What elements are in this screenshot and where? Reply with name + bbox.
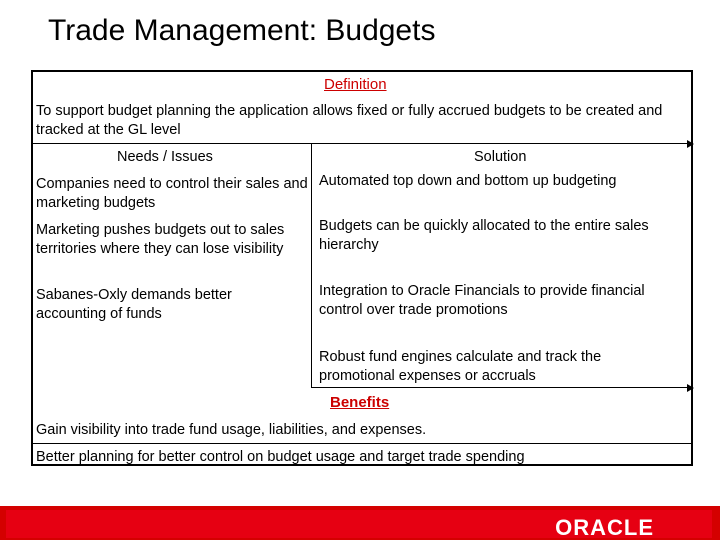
benefits-separator bbox=[33, 443, 691, 444]
needs-item: Companies need to control their sales and marketing budgets bbox=[36, 176, 308, 211]
benefit-item: Better planning for better control on budget usage and target trade spending bbox=[36, 449, 525, 465]
benefit-item: Gain visibility into trade fund usage, liabilities, and expenses. bbox=[36, 422, 427, 438]
footer-bar bbox=[0, 506, 720, 540]
needs-item: Sabanes-Oxly demands better accounting of funds bbox=[36, 287, 232, 322]
oracle-logo: ORACLE bbox=[555, 515, 654, 540]
solution-column-header: Solution bbox=[474, 149, 527, 165]
solution-item: Robust fund engines calculate and track the promotional expenses or accruals bbox=[319, 349, 602, 384]
definition-text: To support budget planning the application allows fixed or fully accrued budgets to be created and tracked at the GL level bbox=[36, 103, 663, 138]
solution-item: Budgets can be quickly allocated to the entire sales hierarchy bbox=[319, 218, 649, 253]
needs-column-header: Needs / Issues bbox=[117, 149, 213, 165]
benefits-divider bbox=[311, 387, 688, 388]
divider-arrow bbox=[687, 140, 694, 148]
solution-item: Integration to Oracle Financials to provide financial control over trade promotions bbox=[319, 283, 645, 318]
divider-arrow bbox=[687, 384, 694, 392]
benefits-heading: Benefits bbox=[330, 394, 390, 411]
page-title: Trade Management: Budgets bbox=[48, 14, 436, 47]
solution-item: Automated top down and bottom up budgeting bbox=[319, 173, 617, 189]
definition-heading: Definition bbox=[324, 76, 387, 93]
footer-band bbox=[6, 510, 712, 538]
column-divider bbox=[311, 144, 312, 387]
definition-divider bbox=[33, 143, 688, 144]
needs-item: Marketing pushes budgets out to sales territories where they can lose visibility bbox=[36, 222, 285, 257]
